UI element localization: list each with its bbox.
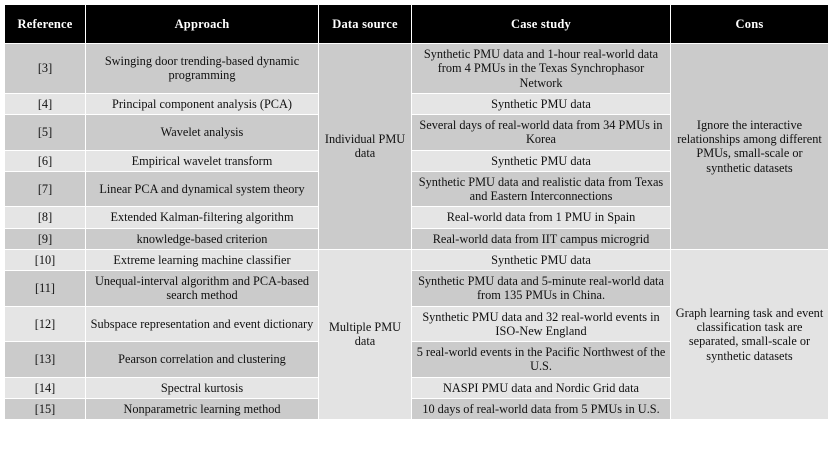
cell-reference: [12] <box>5 307 85 342</box>
cell-case-study: Real-world data from 1 PMU in Spain <box>412 207 670 227</box>
cell-approach: Pearson correlation and clustering <box>86 342 318 377</box>
cell-case-study: 5 real-world events in the Pacific Northwest of the U.S. <box>412 342 670 377</box>
cell-reference: [14] <box>5 378 85 398</box>
literature-comparison-table <box>4 4 829 420</box>
cell-approach: Spectral kurtosis <box>86 378 318 398</box>
cell-approach: Unequal-interval algorithm and PCA-based search method <box>86 271 318 306</box>
cell-reference: [3] <box>5 44 85 93</box>
cell-approach: Swinging door trending-based dynamic programming <box>86 44 318 93</box>
table-row <box>5 250 828 270</box>
cell-approach: Wavelet analysis <box>86 115 318 150</box>
column-header-reference: Reference <box>5 5 85 43</box>
cell-reference: [9] <box>5 229 85 249</box>
cell-case-study: Synthetic PMU data and 1-hour real-world data from 4 PMUs in the Texas Synchrophasor Network <box>412 44 670 93</box>
cell-approach: Extended Kalman-filtering algorithm <box>86 207 318 227</box>
column-header-data-source: Data source <box>319 5 411 43</box>
table-header <box>5 5 828 43</box>
cell-case-study: Several days of real-world data from 34 PMUs in Korea <box>412 115 670 150</box>
cell-case-study: Synthetic PMU data <box>412 250 670 270</box>
cell-case-study: Real-world data from IIT campus microgrid <box>412 229 670 249</box>
cell-approach: knowledge-based criterion <box>86 229 318 249</box>
cell-approach: Extreme learning machine classifier <box>86 250 318 270</box>
cell-reference: [5] <box>5 115 85 150</box>
cell-case-study: Synthetic PMU data <box>412 94 670 114</box>
cell-case-study: 10 days of real-world data from 5 PMUs in U.S. <box>412 399 670 419</box>
cell-cons: Graph learning task and event classification task are separated, small-scale or synthetic datasets <box>671 250 828 419</box>
cell-case-study: Synthetic PMU data <box>412 151 670 171</box>
cell-reference: [4] <box>5 94 85 114</box>
cell-reference: [7] <box>5 172 85 207</box>
cell-cons: Ignore the interactive relationships among different PMUs, small-scale or synthetic datasets <box>671 44 828 249</box>
cell-reference: [6] <box>5 151 85 171</box>
cell-case-study: Synthetic PMU data and realistic data from Texas and Eastern Interconnections <box>412 172 670 207</box>
cell-reference: [8] <box>5 207 85 227</box>
cell-data-source: Individual PMU data <box>319 44 411 249</box>
table-body <box>5 44 828 419</box>
cell-case-study: Synthetic PMU data and 32 real-world events in ISO-New England <box>412 307 670 342</box>
column-header-case-study: Case study <box>412 5 670 43</box>
cell-approach: Nonparametric learning method <box>86 399 318 419</box>
cell-reference: [15] <box>5 399 85 419</box>
cell-reference: [13] <box>5 342 85 377</box>
cell-case-study: Synthetic PMU data and 5-minute real-world data from 135 PMUs in China. <box>412 271 670 306</box>
cell-reference: [11] <box>5 271 85 306</box>
cell-approach: Empirical wavelet transform <box>86 151 318 171</box>
cell-approach: Linear PCA and dynamical system theory <box>86 172 318 207</box>
table-header-row <box>5 5 828 43</box>
column-header-approach: Approach <box>86 5 318 43</box>
cell-case-study: NASPI PMU data and Nordic Grid data <box>412 378 670 398</box>
cell-data-source: Multiple PMU data <box>319 250 411 419</box>
table-row <box>5 44 828 93</box>
cell-reference: [10] <box>5 250 85 270</box>
cell-approach: Subspace representation and event dictionary <box>86 307 318 342</box>
column-header-cons: Cons <box>671 5 828 43</box>
cell-approach: Principal component analysis (PCA) <box>86 94 318 114</box>
